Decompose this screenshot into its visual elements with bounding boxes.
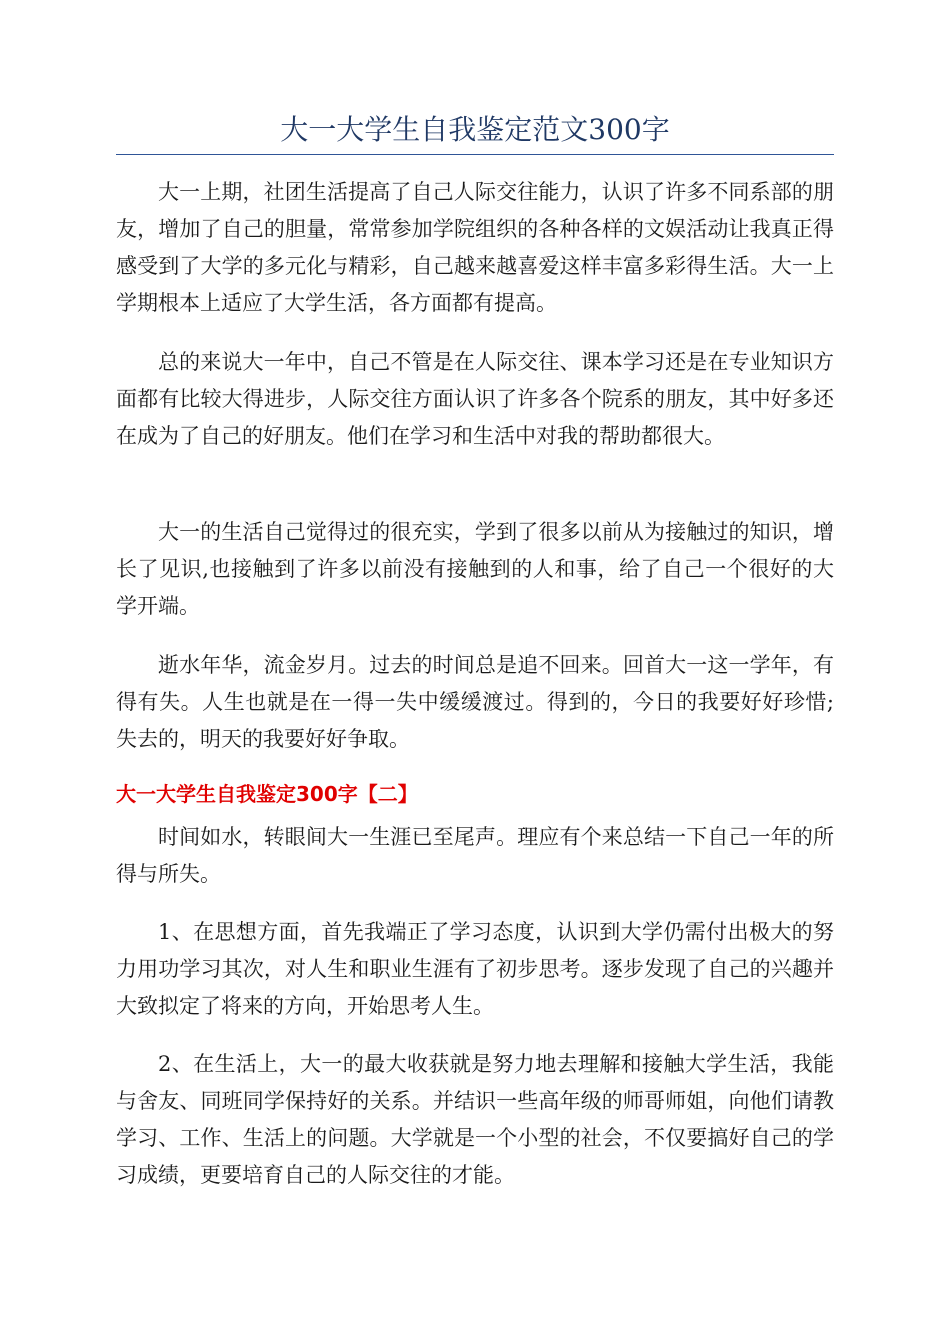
paragraph-3: 大一的生活自己觉得过的很充实，学到了很多以前从为接触过的知识，增长了见识,也接触到了许多以前没有接触到的人和事，给了自己一个很好的大学开端。 bbox=[116, 520, 834, 618]
paragraph-7: 2、在生活上，大一的最大收获就是努力地去理解和接触大学生活，我能与舍友、同班同学保持好的关系。并结识一些高年级的师哥师姐，向他们请教学习、工作、生活上的问题。大学就是一个小型的社会，不仅要搞好自己的学习成绩，更要培育自己的人际交往的才能。 bbox=[116, 1052, 834, 1187]
paragraph-5: 时间如水，转眼间大一生涯已至尾声。理应有个来总结一下自己一年的所得与所失。 bbox=[116, 825, 834, 886]
paragraph-2: 总的来说大一年中，自己不管是在人际交往、课本学习还是在专业知识方面都有比较大得进步，人际交往方面认识了许多各个院系的朋友，其中好多还在成为了自己的好朋友。他们在学习和生活中对我的帮助都很大。 bbox=[116, 350, 834, 448]
paragraph-1: 大一上期，社团生活提高了自己人际交往能力，认识了许多不同系部的朋友，增加了自己的胆量，常常参加学院组织的各种各样的文娱活动让我真正得感受到了大学的多元化与精彩，自己越来越喜爱这样丰富多彩得生活。大一上学期根本上适应了大学生活，各方面都有提高。 bbox=[116, 180, 834, 315]
section-heading-2: 大一大学生自我鉴定300字【二】 bbox=[116, 782, 418, 806]
title-underline bbox=[116, 154, 834, 155]
paragraph-6: 1、在思想方面，首先我端正了学习态度，认识到大学仍需付出极大的努力用功学习其次，对人生和职业生涯有了初步思考。逐步发现了自己的兴趣并大致拟定了将来的方向，开始思考人生。 bbox=[116, 920, 834, 1018]
page-title: 大一大学生自我鉴定范文300字 bbox=[280, 113, 670, 146]
paragraph-4: 逝水年华，流金岁月。过去的时间总是追不回来。回首大一这一学年，有得有失。人生也就是在一得一失中缓缓渡过。得到的，今日的我要好好珍惜;失去的，明天的我要好好争取。 bbox=[116, 653, 834, 751]
